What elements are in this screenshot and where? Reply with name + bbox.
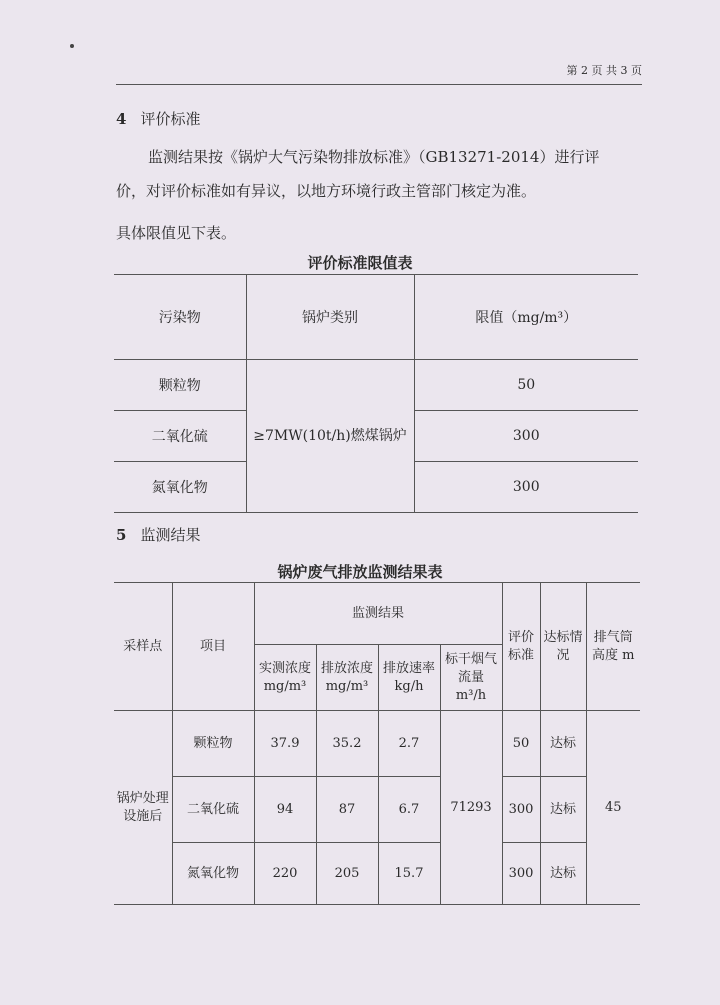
table-row xyxy=(114,843,640,905)
header-stack-height: 排气筒高度 m xyxy=(586,583,640,711)
item-cell: 二氧化硫 xyxy=(172,777,254,843)
results-table xyxy=(114,582,640,905)
header-compliance: 达标情况 xyxy=(540,583,586,711)
rate-cell: 15.7 xyxy=(378,843,440,905)
measured-cell: 94 xyxy=(254,777,316,843)
stack-height-cell: 45 xyxy=(586,711,640,905)
measured-cell: 37.9 xyxy=(254,711,316,777)
emission-cell: 205 xyxy=(316,843,378,905)
results-header-row-1 xyxy=(114,583,640,645)
boiler-type-cell: ≥7MW(10t/h)燃煤锅炉 xyxy=(246,360,414,513)
section-4-paragraph-line1: 监测结果按《锅炉大气污染物排放标准》（GB13271-2014）进行评 xyxy=(148,148,600,166)
sampling-point-cell: 锅炉处理设施后 xyxy=(114,711,172,905)
scan-smudge xyxy=(70,44,74,48)
header-rule xyxy=(116,84,642,85)
section-4-number: 4 xyxy=(116,110,127,128)
limit-cell: 300 xyxy=(414,411,638,462)
rate-cell: 6.7 xyxy=(378,777,440,843)
header-emission-rate: 排放速率 kg/h xyxy=(378,645,440,711)
table-row xyxy=(114,777,640,843)
measured-cell: 220 xyxy=(254,843,316,905)
header-boiler-type: 锅炉类别 xyxy=(246,275,414,360)
compliance-cell: 达标 xyxy=(540,843,586,905)
flue-gas-flow-cell: 71293 xyxy=(440,711,502,905)
header-item: 项目 xyxy=(172,583,254,711)
item-cell: 颗粒物 xyxy=(172,711,254,777)
section-4-heading xyxy=(116,108,200,129)
section-4-paragraph-line2: 价，对评价标准如有异议，以地方环境行政主管部门核定为准。 xyxy=(116,182,537,200)
header-sampling-point: 采样点 xyxy=(114,583,172,711)
compliance-cell: 达标 xyxy=(540,777,586,843)
header-limit: 限值（mg/m³） xyxy=(414,275,638,360)
header-pollutant: 污染物 xyxy=(114,275,246,360)
standard-cell: 300 xyxy=(502,843,540,905)
section-4-paragraph-line3: 具体限值见下表。 xyxy=(116,224,237,242)
header-flue-gas-flow: 标干烟气流量 m³/h xyxy=(440,645,502,711)
standard-cell: 300 xyxy=(502,777,540,843)
standards-header-row xyxy=(114,275,638,360)
item-cell: 氮氧化物 xyxy=(172,843,254,905)
table-row xyxy=(114,360,638,411)
pollutant-cell: 氮氧化物 xyxy=(114,462,246,513)
limit-cell: 50 xyxy=(414,360,638,411)
section-5-number: 5 xyxy=(116,526,127,544)
header-standard: 评价标准 xyxy=(502,583,540,711)
compliance-cell: 达标 xyxy=(540,711,586,777)
page-number: 第 2 页 共 3 页 xyxy=(566,64,642,77)
standards-table xyxy=(114,274,638,513)
standard-cell: 50 xyxy=(502,711,540,777)
pollutant-cell: 颗粒物 xyxy=(114,360,246,411)
section-5-heading xyxy=(116,524,200,545)
section-4-title: 评价标准 xyxy=(140,110,201,128)
section-5-title: 监测结果 xyxy=(140,526,201,544)
results-table-title: 锅炉废气排放监测结果表 xyxy=(277,563,443,581)
limit-cell: 300 xyxy=(414,462,638,513)
header-monitoring-results: 监测结果 xyxy=(254,583,502,645)
emission-cell: 35.2 xyxy=(316,711,378,777)
header-emission-concentration: 排放浓度 mg/m³ xyxy=(316,645,378,711)
emission-cell: 87 xyxy=(316,777,378,843)
standards-table-title: 评价标准限值表 xyxy=(307,254,413,272)
pollutant-cell: 二氧化硫 xyxy=(114,411,246,462)
table-row xyxy=(114,711,640,777)
rate-cell: 2.7 xyxy=(378,711,440,777)
header-measured-concentration: 实测浓度 mg/m³ xyxy=(254,645,316,711)
